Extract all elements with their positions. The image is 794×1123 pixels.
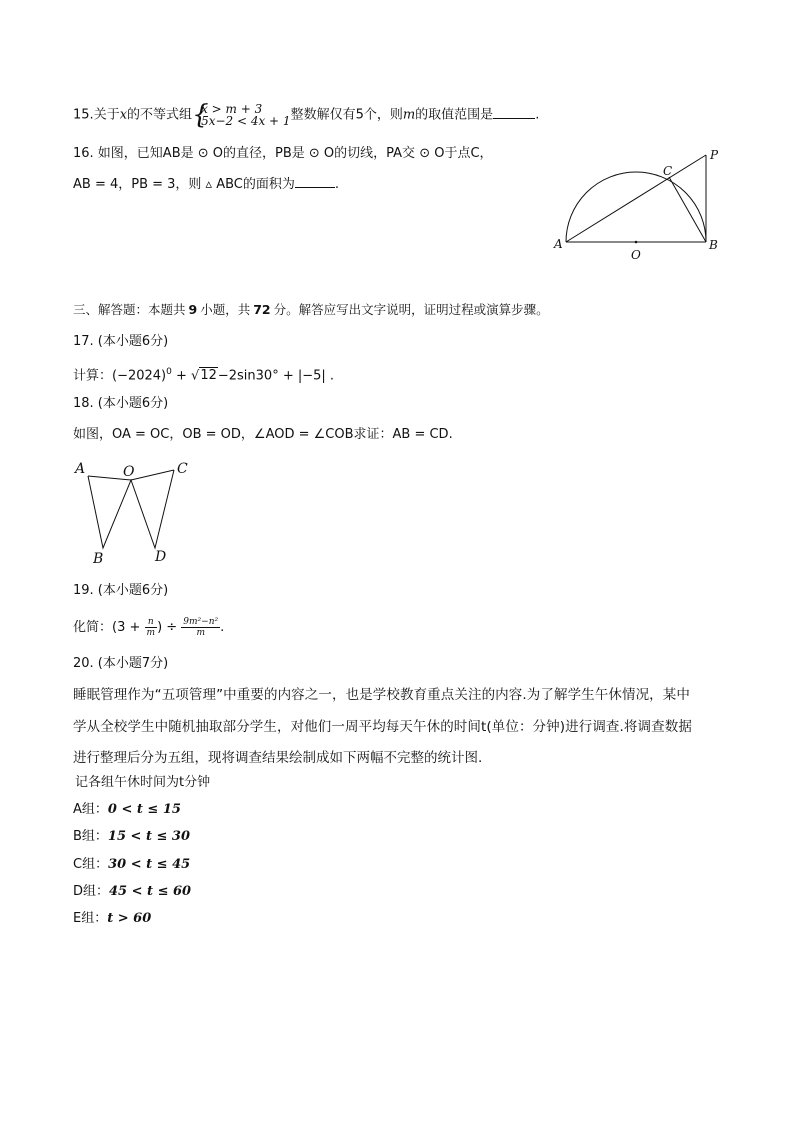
section-3-count: 9: [188, 302, 198, 317]
label-O: O: [123, 464, 135, 480]
q17-expr-c: −2sin30° + |−5| .: [217, 368, 335, 384]
q17-title: 17. (本小题6分): [73, 334, 169, 349]
segment-AP: [566, 155, 706, 242]
q17-expression: [73, 363, 334, 385]
q16-end: .: [334, 177, 340, 192]
group-b-name: B组：: [73, 829, 108, 844]
q19-expression: [73, 617, 224, 638]
group-d: [73, 883, 191, 901]
q16-line1: 16. 如图，已知AB是 ⊙ O的直径，PB是 ⊙ O的切线，PA交 ⊙ O于点C，: [73, 146, 493, 161]
q17-expr-a: 计算：(−2024): [73, 368, 167, 384]
group-b: [73, 828, 190, 846]
group-c-name: C组：: [73, 857, 109, 872]
q20-paragraph-3: 进行整理后分为五组，现将调查结果绘制成如下两幅不完整的统计图.: [73, 750, 483, 766]
q18-figure: [70, 456, 200, 566]
q20-paragraph-2: 学从全校学生中随机抽取部分学生，对他们一周平均每天午休的时间t(单位：分钟)进行调查.将调查数据: [73, 719, 692, 735]
section-3-text-c: 分。解答应写出文字说明，证明过程或演算步骤。: [273, 302, 549, 317]
q18-text: 如图，OA = OC，OB = OD，∠AOD = ∠COB求证：AB = CD.: [73, 427, 453, 442]
semicircle-arc: [566, 172, 706, 242]
label-D: D: [155, 549, 167, 565]
q19-fraction-2: [181, 617, 220, 638]
q19-title: 19. (本小题6分): [73, 583, 169, 598]
label-O: O: [631, 248, 641, 262]
group-c-range: 30 < t ≤ 45: [108, 857, 191, 872]
label-A: A: [554, 237, 563, 251]
q19-expr-b: ) ÷: [157, 620, 182, 635]
q15-text-d: 的取值范围是: [415, 107, 494, 123]
q15-text-c: 整数解仅有5个，则: [290, 107, 403, 123]
q17-expr-b: +: [171, 368, 192, 384]
figure-path-A-B-O-D-C: [88, 470, 174, 548]
sqrt-symbol: √: [191, 368, 200, 384]
q18-title: 18. (本小题6分): [73, 396, 169, 411]
group-d-name: D组：: [73, 884, 110, 899]
segment-CB: [669, 177, 706, 242]
group-e-name: E组：: [73, 911, 108, 926]
section-3-points: 72: [253, 302, 271, 317]
group-a-range: 0 < t ≤ 15: [107, 802, 181, 817]
label-B: B: [93, 551, 104, 566]
q19-frac1-den: m: [146, 628, 156, 638]
segment-OC: [131, 470, 174, 480]
q17-exponent: 0: [166, 367, 172, 377]
q15-sys-line2: 5x−2 < 4x + 1: [201, 114, 291, 128]
label-A: A: [75, 461, 86, 477]
q16-figure: [550, 140, 730, 265]
question-15: [73, 103, 539, 127]
q20-note: 记各组午休时间为t分钟: [75, 775, 211, 790]
center-dot: [635, 241, 638, 244]
label-B: B: [709, 238, 718, 252]
q19-frac1-num: n: [145, 617, 158, 628]
q15-sys-line1: { x > m + 3: [201, 102, 263, 116]
q19-expr-a: 化简：(3 +: [73, 620, 145, 635]
group-a: [73, 801, 181, 819]
q15-number: 15.: [73, 107, 94, 123]
q15-end: .: [535, 107, 540, 123]
q15-inequality-system: [192, 103, 291, 127]
q20-paragraph-1: 睡眠管理作为“五项管理”中重要的内容之一，也是学校教育重点关注的内容.为了解学生午休情况，某中: [73, 687, 690, 703]
section-3-text-b: 小题，共: [200, 302, 251, 317]
q16-line2: [73, 176, 339, 194]
group-a-name: A组：: [73, 802, 108, 817]
q15-var-x: x: [119, 107, 128, 123]
q19-frac2-num: 9m²−n²: [183, 617, 219, 627]
group-e: [73, 910, 151, 928]
q17-sqrt-arg: 12: [200, 368, 217, 384]
group-d-range: 45 < t ≤ 60: [109, 884, 192, 899]
q15-answer-blank: [493, 117, 535, 119]
q20-title: 20. (本小题7分): [73, 656, 169, 671]
q16-answer-blank: [295, 186, 335, 188]
section-3-text-a: 三、解答题：本题共: [73, 302, 186, 317]
label-C: C: [177, 461, 188, 477]
q19-end: .: [220, 620, 225, 635]
q15-var-m: m: [402, 107, 416, 123]
q16-line2-text: AB = 4，PB = 3，则 ▵ ABC的面积为: [73, 177, 295, 192]
q15-text-b: 的不等式组: [127, 107, 193, 123]
label-C: C: [663, 164, 673, 178]
q19-frac2-den: m: [196, 628, 205, 638]
label-P: P: [710, 148, 719, 162]
section-3-heading: [73, 301, 549, 319]
group-e-range: t > 60: [107, 911, 152, 926]
q19-fraction-1: [145, 617, 158, 638]
q15-text-a: 关于: [93, 107, 120, 123]
group-b-range: 15 < t ≤ 30: [107, 829, 190, 844]
group-c: [73, 856, 190, 874]
